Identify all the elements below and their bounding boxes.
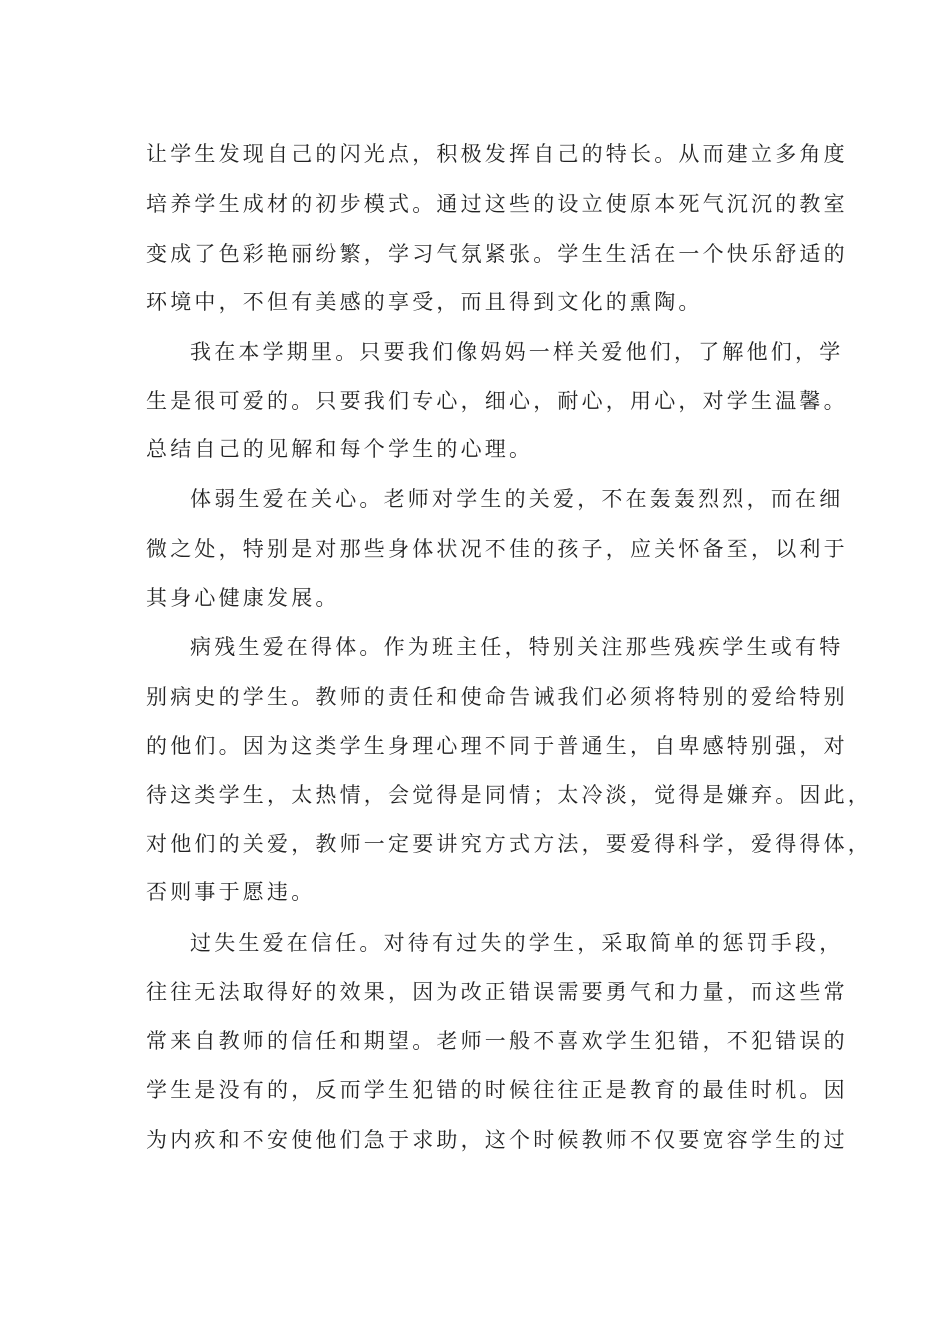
- text-line: 微之处，特别是对那些身体状况不佳的孩子，应关怀备至，以利于: [146, 537, 848, 561]
- text-line: 环境中，不但有美感的享受，而且得到文化的熏陶。: [146, 290, 703, 314]
- text-line: 往往无法取得好的效果，因为改正错误需要勇气和力量，而这些常: [146, 980, 848, 1004]
- paragraph-first-line: 体弱生爱在关心。老师对学生的关爱，不在轰轰烈烈，而在细: [190, 487, 844, 511]
- text-line: 待这类学生，太热情，会觉得是同情；太冷淡，觉得是嫌弃。因此，: [146, 783, 872, 807]
- paragraph-first-line: 过失生爱在信任。对待有过失的学生，采取简单的惩罚手段，: [190, 931, 844, 955]
- text-line: 生是很可爱的。只要我们专心，细心，耐心，用心，对学生温馨。: [146, 389, 848, 413]
- text-line: 让学生发现自己的闪光点，积极发挥自己的特长。从而建立多角度: [146, 142, 848, 166]
- text-line: 别病史的学生。教师的责任和使命告诫我们必须将特别的爱给特别: [146, 685, 848, 709]
- text-line: 否则事于愿违。: [146, 880, 316, 904]
- paragraph-first-line: 我在本学期里。只要我们像妈妈一样关爱他们，了解他们，学: [190, 340, 844, 364]
- text-line: 变成了色彩艳丽纷繁，学习气氛紧张。学生生活在一个快乐舒适的: [146, 242, 848, 266]
- text-line: 学生是没有的，反而学生犯错的时候往往正是教育的最佳时机。因: [146, 1078, 848, 1102]
- text-line: 对他们的关爱，教师一定要讲究方式方法，要爱得科学，爱得得体，: [146, 832, 872, 856]
- text-line: 其身心健康发展。: [146, 586, 340, 610]
- paragraph-first-line: 病残生爱在得体。作为班主任，特别关注那些残疾学生或有特: [190, 635, 844, 659]
- text-line: 的他们。因为这类学生身理心理不同于普通生，自卑感特别强，对: [146, 734, 848, 758]
- text-line: 总结自己的见解和每个学生的心理。: [146, 437, 534, 461]
- text-line: 培养学生成材的初步模式。通过这些的设立使原本死气沉沉的教室: [146, 192, 848, 216]
- text-line: 常来自教师的信任和期望。老师一般不喜欢学生犯错，不犯错误的: [146, 1029, 848, 1053]
- text-line: 为内疚和不安使他们急于求助，这个时候教师不仅要宽容学生的过: [146, 1128, 848, 1152]
